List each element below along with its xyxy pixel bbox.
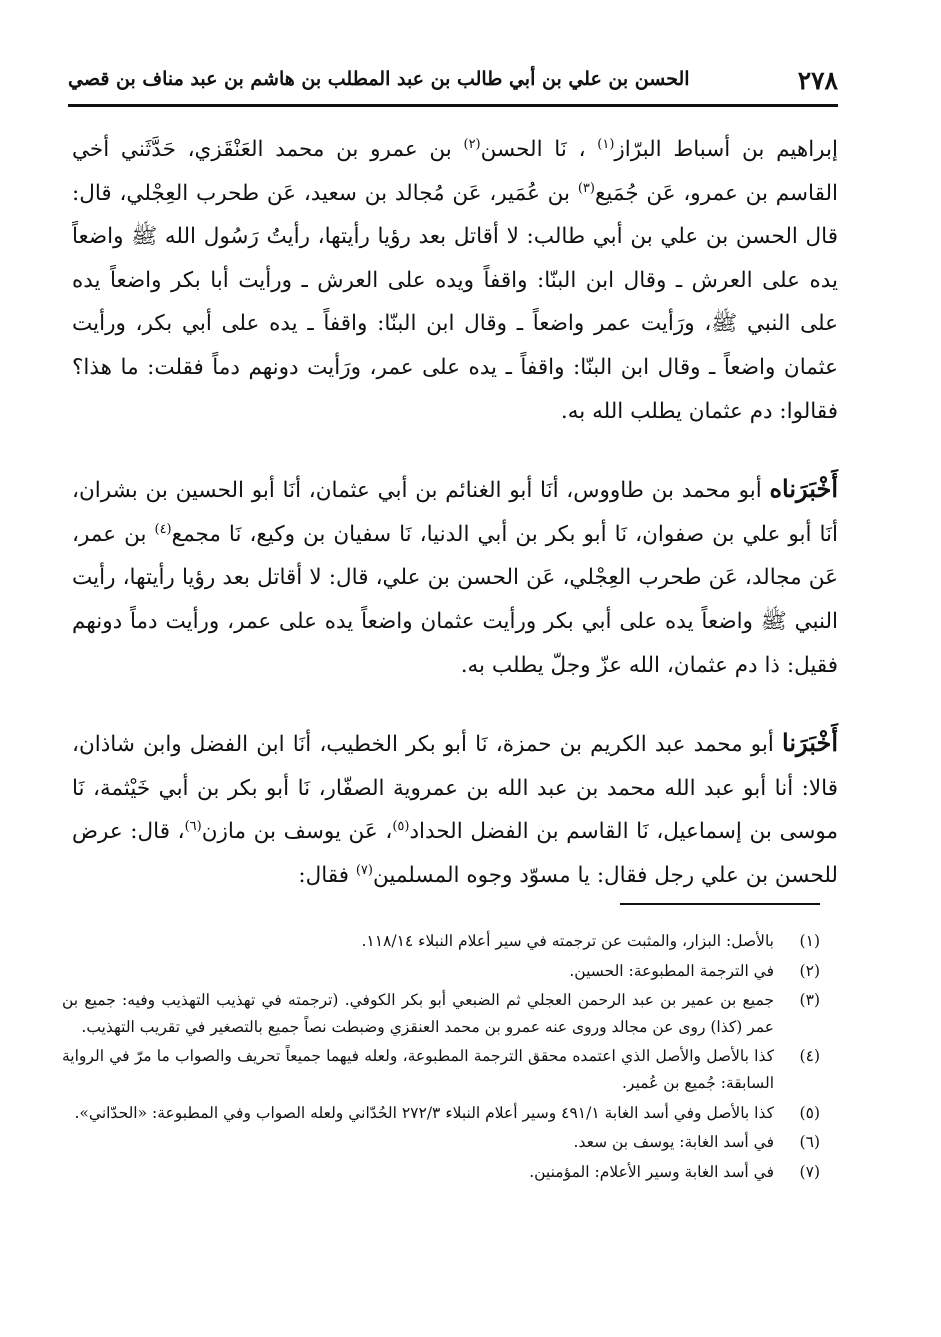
footnote-text: كذا بالأصل وفي أسد الغابة ٤٩١/١ وسير أعلام النبلاء ٢٧٢/٣ الحُدّاني ولعله الصواب وفي المطبوعة: «الحدّاني».	[74, 1103, 774, 1122]
footnote-item	[62, 1159, 820, 1186]
text-run: أبو محمد عبد الكريم بن حمزة، نَا أبو بكر الخطيب، أنَا ابن الفضل وابن شاذان، قالا: أنا أبو عبد الله محمد بن عبد الله بن عمروية الصفّار، نَا أبو بكر بن أبي خَيْثمة، نَا موسى بن إسماعيل، نَا القاسم بن الفضل الحداد	[72, 732, 838, 845]
footnote-item	[62, 1043, 820, 1096]
footnote-number: (٣)	[799, 991, 820, 1010]
paragraph-1	[72, 128, 838, 433]
footnote-ref-2[interactable]: (٢)	[463, 136, 481, 152]
footnote-divider	[620, 903, 820, 905]
footnote-number: (٦)	[799, 1133, 820, 1152]
footnote-item	[62, 1100, 820, 1127]
main-text	[72, 128, 838, 932]
footnote-item	[62, 958, 820, 985]
text-run: بن عمر، عَن مجالد، عَن طحرب العِجْلي، عَن الحسن بن علي، قال: لا أقاتل بعد رؤيا رأيتها، رأيت النبي ﷺ واضعاً يده على أبي بكر ورأيت عثمان واضعاً يده على عمر، ورأيت دماً دونهم فقيل: ذا دم عثمان، الله عزّ وجلّ يطلب به.	[72, 521, 838, 678]
footnote-text: بالأصل: البزار، والمثبت عن ترجمته في سير أعلام النبلاء ١١٨/١٤.	[361, 932, 774, 950]
paragraph-lead-word: أَخْبَرَنا	[782, 728, 839, 758]
footnote-ref-3[interactable]: (٣)	[577, 180, 595, 196]
text-run: ، نَا الحسن	[480, 137, 586, 162]
footnote-ref-1[interactable]: (١)	[597, 136, 615, 152]
footnote-item	[62, 987, 820, 1040]
footnote-text: في الترجمة المطبوعة: الحسين.	[569, 961, 774, 980]
footnote-text: في أسد الغابة وسير الأعلام: المؤمنين.	[529, 1162, 774, 1181]
text-run: إبراهيم بن أسباط البرّاز	[614, 137, 838, 162]
text-run: بن عُمَير، عَن مُجالد بن سعيد، عَن طحرب العِجْلي، قال: قال الحسن بن علي بن أبي طالب: لا أقاتل بعد رؤيا رأيتها، رأيتُ رَسُول الله ﷺ واضعاً يده على العرش ـ وقال ابن البنّا: واقفاً ويده على العرش ـ ورأيت أبا بكر واضعاً يده على النبي ﷺ، ورَأيت عمر واضعاً ـ وقال ابن البنّا: واقفاً ـ يده على أبي بكر، ورأيت عثمان واضعاً ـ وقال ابن البنّا: واقفاً ـ يده على عمر، ورَأيت دونهم دماً فقلت: ما هذا؟ فقالوا: دم عثمان يطلب الله به.	[72, 180, 838, 424]
running-header	[68, 62, 838, 107]
text-run: ، عَن يوسف بن مازن	[201, 819, 393, 845]
text-run: فقال:	[298, 862, 349, 888]
footnote-ref-5[interactable]: (٥)	[392, 819, 410, 835]
footnote-number: (٧)	[799, 1162, 820, 1181]
text-run: بن عمرو بن محمد العَنْقَزي، حَدَّثَني أخي القاسم بن عمرو، عَن جُمَيع	[72, 137, 838, 206]
footnote-number: (١)	[799, 932, 820, 950]
text-run: أبو محمد بن طاووس، أنَا أبو الغنائم بن أبي عثمان، أنَا أبو الحسين بن بشران، أنَا أبو علي بن صفوان، نَا أبو بكر بن أبي الدنيا، نَا سفيان بن وكيع، نَا مجمع	[72, 478, 838, 547]
footnote-ref-7[interactable]: (٧)	[355, 862, 373, 878]
page-number: ٢٧٨	[797, 66, 838, 95]
footnote-text: في أسد الغابة: يوسف بن سعد.	[573, 1133, 774, 1152]
footnote-item	[62, 1129, 820, 1156]
paragraph-2	[72, 467, 838, 687]
footnotes-list	[62, 928, 820, 1188]
footnote-number: (٥)	[799, 1103, 820, 1122]
footnote-item	[62, 928, 820, 955]
footnote-number: (٢)	[799, 961, 820, 980]
footnote-ref-4[interactable]: (٤)	[154, 521, 172, 537]
paragraph-3	[72, 721, 838, 897]
footnote-text: جميع بن عمير بن عبد الرحمن العجلي ثم الضبعي أبو بكر الكوفي. (ترجمته في تهذيب التهذيب وفيه: جميع بن عمر (كذا) روى عن مجالد وروى عنه عمرو بن محمد العنقزي وضبطت نصاً جميع بالتصغير في تقريب التهذيب.	[62, 991, 774, 1036]
text-run: ، قال: عرض للحسن بن علي رجل فقال: يا مسوّد وجوه المسلمين	[72, 819, 838, 888]
paragraph-lead-word: أَخْبَرَناه	[769, 474, 838, 504]
footnote-number: (٤)	[799, 1047, 820, 1066]
footnote-ref-6[interactable]: (٦)	[184, 819, 202, 835]
footnote-text: كذا بالأصل والأصل الذي اعتمده محقق الترجمة المطبوعة، ولعله فيهما جميعاً تحريف والصواب ما مرّ في الرواية السابقة: جُميع بن عُمير.	[62, 1047, 774, 1092]
running-title: الحسن بن علي بن أبي طالب بن عبد المطلب بن هاشم بن عبد مناف بن قصي	[68, 68, 690, 90]
